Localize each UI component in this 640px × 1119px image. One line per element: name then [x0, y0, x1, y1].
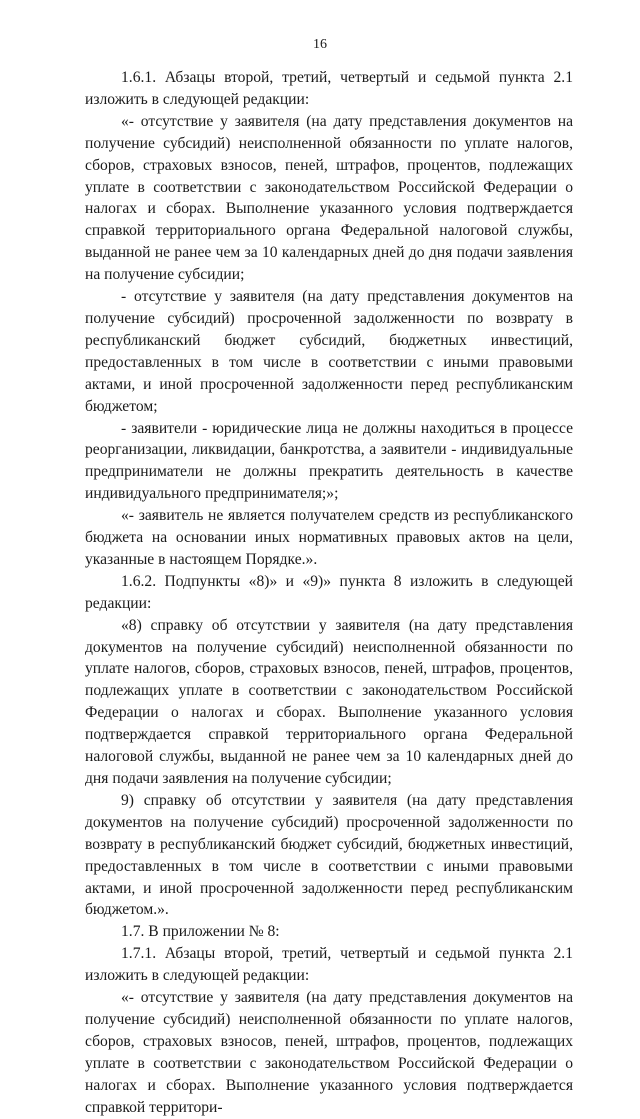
paragraph-1-6-1: 1.6.1. Абзацы второй, третий, четвертый и седьмой пункта 2.1 изложить в следующей редакции: [85, 69, 573, 108]
paragraph-subitem-9: 9) справку об отсутствии у заявителя (на дату представления документов на получение субсидий) просроченной задолженности по возврату в республиканский бюджет субсидий, бюджетных инвестиций, предоставленных в том числе в соответствии с иными правовыми актами, и иной просроченной задолженности перед республиканским бюджетом.». [85, 791, 573, 919]
page-number: 16 [313, 37, 327, 52]
document-body [85, 67, 573, 1119]
paragraph-1-7-1: 1.7.1. Абзацы второй, третий, четвертый и седьмой пункта 2.1 изложить в следующей редакции: [85, 945, 573, 985]
paragraph-overdue-debt: - отсутствие у заявителя (на дату представления документов на получение субсидий) просроченной задолженности по возврату в республиканский бюджет субсидий, бюджетных инвестиций, предоставленных в том числе в соответствии с иными правовыми актами, и иной просроченной задолженности перед республиканским бюджетом; [85, 288, 573, 415]
paragraph-tax-arrears: «- отсутствие у заявителя (на дату представления документов на получение субсидий) неисполненной обязанности по уплате налогов, сборов, страховых взносов, пеней, штрафов, процентов, подлежащих уплате в соответствии с законодательством Российской Федерации о налогах и сборах. Выполнение указанного условия подтверждается справкой территориального органа Федеральной налоговой службы, выданной не ранее чем за 10 календарных дней до дня подачи заявления на получение субсидии; [85, 112, 573, 284]
paragraph-reorganization: - заявители - юридические лица не должны находиться в процессе реорганизации, ликвидации, банкротства, а заявители - индивидуальные предприниматели не должны прекратить деятельность в качестве индивидуального предпринимателя;»; [85, 419, 573, 503]
paragraph-subitem-8: «8) справку об отсутствии у заявителя (на дату представления документов на получение субсидий) неисполненной обязанности по уплате налогов, сборов, страховых взносов, пеней, штрафов, процентов, подлежащих уплате в соответствии с законодательством Российской Федерации о налогах и сборах. Выполнение указанного условия подтверждается справкой территориального органа Федеральной налоговой службы, выданной не ранее чем за 10 календарных дней до дня подачи заявления на получение субсидии; [85, 616, 573, 787]
paragraph-tax-arrears-continued: «- отсутствие у заявителя (на дату представления документов на получение субсидий) неисполненной обязанности по уплате налогов, сборов, страховых взносов, пеней, штрафов, процентов, подлежащих уплате в соответствии с законодательством Российской Федерации о налогах и сборах. Выполнение указанного условия подтверждается справкой территори- [85, 989, 573, 1116]
paragraph-1-6-2: 1.6.2. Подпункты «8)» и «9)» пункта 8 изложить в следующей редакции: [85, 572, 573, 612]
paragraph-1-7: 1.7. В приложении № 8: [121, 923, 280, 941]
paragraph-not-recipient: «- заявитель не является получателем средств из республиканского бюджета на основании иных нормативных правовых актов на цели, указанные в настоящем Порядке.». [85, 507, 573, 568]
